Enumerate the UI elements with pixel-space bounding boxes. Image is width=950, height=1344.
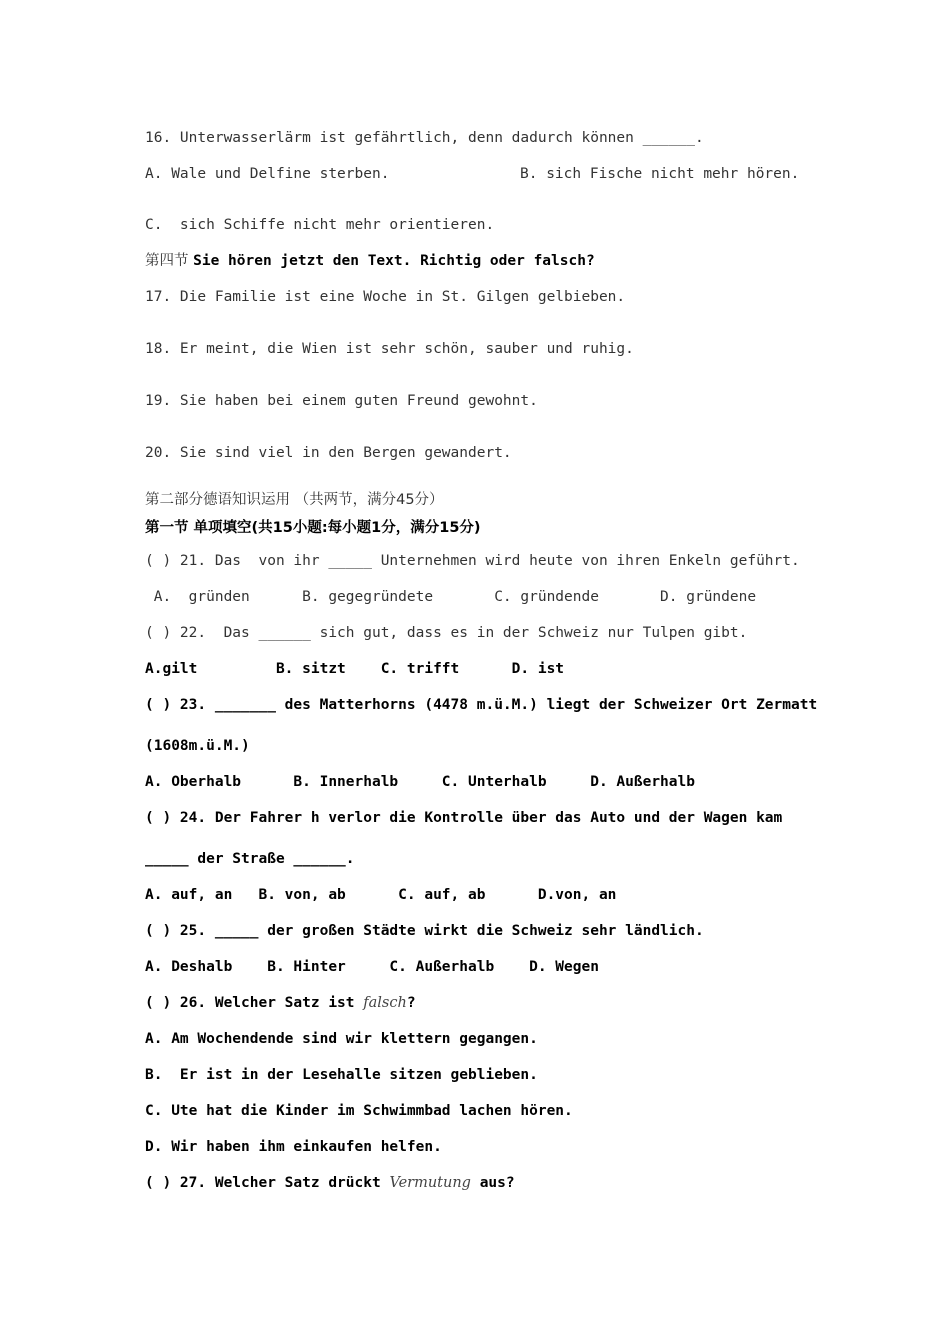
question-24-stem-cont: _____ der Straße ______. [145,851,355,867]
statement-17: 17. Die Familie ist eine Woche in St. Gilgen gelbieben. [145,289,626,305]
question-27-stem [145,1173,515,1193]
question-22-options: A.gilt B. sitzt C. trifft D. ist [145,661,565,677]
question-25-stem: ( ) 25. _____ der großen Städte wirkt die Schweiz sehr ländlich. [145,923,704,939]
emphasis-word: falsch [363,995,407,1011]
statement-19: 19. Sie haben bei einem guten Freund gewohnt. [145,393,538,409]
part-2-heading: 第二部分德语知识运用 （共两节，满分45分） [145,492,444,508]
question-16-stem: 16. Unterwasserlärm ist gefährtlich, denn dadurch können ______. [145,130,704,146]
question-26-stem-text: ( ) 26. Welcher Satz ist [145,995,364,1011]
question-26-stem [145,993,416,1013]
option-a: A. Am Wochendende sind wir klettern gegangen. [145,1031,538,1047]
question-23-options: A. Oberhalb B. Innerhalb C. Unterhalb D. Außerhalb [145,774,695,790]
emphasis-word: Vermutung [389,1175,471,1191]
question-22-stem: ( ) 22. Das ______ sich gut, dass es in der Schweiz nur Tulpen gibt. [145,625,748,641]
option-a: A. Wale und Delfine sterben. [145,166,390,182]
option-d: D. Wir haben ihm einkaufen helfen. [145,1139,442,1155]
statement-20: 20. Sie sind viel in den Bergen gewandert. [145,445,512,461]
section-4-heading [145,251,595,271]
statement-18: 18. Er meint, die Wien ist sehr schön, sauber und ruhig. [145,341,634,357]
question-24-options: A. auf, an B. von, ab C. auf, ab D.von, an [145,887,617,903]
section-4-prefix: 第四节 [145,253,194,269]
question-27-stem-text: ( ) 27. Welcher Satz drückt [145,1175,390,1191]
question-23-stem: ( ) 23. _______ des Matterhorns (4478 m.ü.M.) liegt der Schweizer Ort Zermatt [145,697,818,713]
question-27-end: aus? [470,1175,515,1191]
section-1-heading: 第一节 单项填空(共15小题:每小题1分，满分15分) [145,520,481,536]
option-c: C. Ute hat die Kinder im Schwimmbad lachen hören. [145,1103,573,1119]
question-25-options: A. Deshalb B. Hinter C. Außerhalb D. Wegen [145,959,599,975]
option-b: B. Er ist in der Lesehalle sitzen geblieben. [145,1067,538,1083]
question-23-stem-cont: (1608m.ü.M.) [145,738,250,754]
option-b: B. sich Fische nicht mehr hören. [520,166,800,182]
question-21-options: A. gründen B. gegegründete C. gründende D. gründene [145,589,757,605]
section-4-title: Sie hören jetzt den Text. Richtig oder falsch? [193,253,595,269]
question-24-stem: ( ) 24. Der Fahrer h verlor die Kontrolle über das Auto und der Wagen kam [145,810,783,826]
question-21-stem: ( ) 21. Das von ihr _____ Unternehmen wird heute von ihren Enkeln geführt. [145,553,800,569]
question-mark: ? [406,995,416,1011]
option-c: C. sich Schiffe nicht mehr orientieren. [145,217,495,233]
